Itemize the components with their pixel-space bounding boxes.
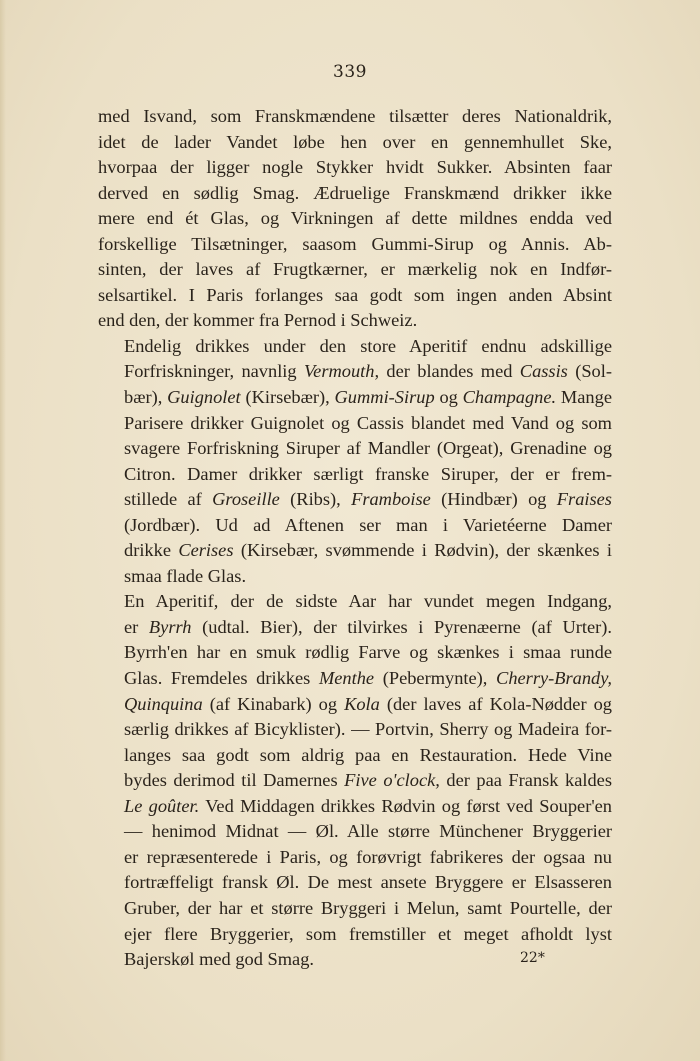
- text-run: (Pebermynte),: [374, 668, 497, 689]
- text-line: [98, 104, 612, 130]
- text-line: [98, 845, 612, 871]
- text-run: mere end ét Glas, og Virkningen af dette mildnes endda ved: [98, 208, 612, 229]
- italic-term: Menthe: [318, 668, 375, 689]
- italic-term: Five o'clock,: [344, 770, 440, 791]
- text-run: (Kirsebær, svømmende i Rødvin), der skænkes i: [233, 540, 612, 561]
- text-run: er: [124, 616, 149, 637]
- text-run: Endelig drikkes under den store Aperitif endnu adskillige: [124, 335, 612, 356]
- text-line: [98, 819, 612, 845]
- text-run: forskellige Tilsætninger, saasom Gummi-Sirup og Annis. Ab-: [98, 233, 612, 254]
- text-line: [98, 538, 612, 564]
- italic-term: Le goûter.: [124, 795, 200, 816]
- text-line: [98, 615, 612, 641]
- text-line: [98, 155, 612, 181]
- text-line: [98, 589, 612, 615]
- text-line: [98, 896, 612, 922]
- text-line: [98, 768, 612, 794]
- italic-term: Gummi-Sirup: [334, 387, 435, 408]
- text-line: [98, 513, 612, 539]
- text-run: bydes derimod til Damernes: [124, 770, 345, 791]
- italic-term: Kola: [344, 693, 380, 714]
- text-line: [98, 692, 612, 718]
- text-run: fortræffeligt fransk Øl. De mest ansete Bryggere er Elsasseren: [124, 872, 612, 893]
- text-run: selsartikel. I Paris forlanges saa godt som ingen anden Absint: [98, 284, 612, 305]
- text-run: Parisere drikker Guignolet og Cassis blandet med Vand og som: [124, 412, 612, 433]
- italic-term: Quinquina: [124, 693, 203, 714]
- text-line: [98, 130, 612, 156]
- text-run: med Isvand, som Franskmændene tilsætter deres Nationaldrik,: [98, 106, 612, 126]
- text-run: og: [434, 387, 463, 408]
- text-line: [98, 487, 612, 513]
- text-run: drikke: [124, 540, 179, 561]
- paragraph: [98, 334, 612, 589]
- text-run: stillede af: [124, 489, 213, 510]
- page-number: 339: [333, 62, 367, 82]
- text-run: Forfriskninger, navnlig: [124, 361, 304, 382]
- text-run: bær),: [124, 387, 168, 408]
- italic-term: Framboise: [351, 489, 431, 510]
- text-run: (Kirsebær),: [240, 387, 335, 408]
- text-run: Byrrh'en har en smuk rødlig Farve og skænkes i smaa runde: [124, 642, 612, 663]
- page-edge-shadow: [0, 0, 6, 1061]
- text-run: Gruber, der har et større Bryggeri i Melun, samt Pourtelle, der: [124, 897, 612, 918]
- paragraph: [98, 104, 612, 334]
- text-line: [98, 462, 612, 488]
- text-run: (af Kinabark) og: [202, 693, 345, 714]
- text-line: [98, 232, 612, 258]
- text-run: — henimod Midnat — Øl. Alle større Münchener Bryggerier: [124, 821, 612, 842]
- paragraph: [98, 589, 612, 972]
- italic-term: Champagne.: [462, 387, 557, 408]
- text-line: [98, 743, 612, 769]
- italic-term: Byrrh: [148, 616, 192, 637]
- text-run: Bajerskøl med god Smag.: [124, 949, 315, 970]
- text-line: [98, 564, 612, 590]
- text-line: [98, 385, 612, 411]
- text-run: særlig drikkes af Bicyklister). — Portvin, Sherry og Madeira for-: [124, 719, 612, 740]
- text-run: (Jordbær). Ud ad Aftenen ser man i Varietéerne Damer: [124, 514, 612, 535]
- text-run: langes saa godt som aldrig paa en Restauration. Hede Vine: [124, 744, 612, 765]
- text-run: sinten, der laves af Frugtkærner, er mærkelig nok en Indfør-: [98, 259, 612, 280]
- text-line: [98, 640, 612, 666]
- text-line: [98, 359, 612, 385]
- text-line: [98, 666, 612, 692]
- text-run: Ved Middagen drikkes Rødvin og først ved Souper'en: [199, 795, 613, 816]
- text-run: idet de lader Vandet løbe hen over en gennemhullet Ske,: [98, 131, 612, 152]
- text-line: [98, 717, 612, 743]
- text-run: Citron. Damer drikker særligt franske Siruper, der er frem-: [124, 463, 612, 484]
- text-run: (udtal. Bier), der tilvirkes i Pyrenæerne (af Urter).: [191, 616, 612, 637]
- text-line: [98, 283, 612, 309]
- italic-term: Groseille: [212, 489, 280, 510]
- signature-mark: 22*: [520, 950, 545, 966]
- italic-term: Cerises: [178, 540, 234, 561]
- text-run: der blandes med: [379, 361, 520, 382]
- text-line: [98, 181, 612, 207]
- text-line: [98, 334, 612, 360]
- text-line: [98, 411, 612, 437]
- text-line: [98, 794, 612, 820]
- text-line: [98, 308, 612, 334]
- text-line: [98, 206, 612, 232]
- text-run: (der laves af Kola-Nødder og: [379, 693, 612, 714]
- text-line: [98, 436, 612, 462]
- text-line: [98, 257, 612, 283]
- text-run: hvorpaa der ligger nogle Stykker hvidt Sukker. Absinten faar: [98, 157, 612, 178]
- body-text: [98, 104, 612, 973]
- text-run: Glas. Fremdeles drikkes: [124, 668, 319, 689]
- text-run: smaa flade Glas.: [124, 565, 247, 586]
- italic-term: Guignolet: [167, 387, 241, 408]
- text-line: [98, 922, 612, 948]
- text-run: end den, der kommer fra Pernod i Schweiz.: [98, 310, 418, 331]
- text-run: der paa Fransk kaldes: [439, 770, 612, 791]
- italic-term: Cassis: [519, 361, 568, 382]
- text-run: ejer flere Bryggerier, som fremstiller et meget afholdt lyst: [124, 923, 612, 944]
- text-run: svagere Forfriskning Siruper af Mandler (Orgeat), Grenadine og: [124, 438, 612, 459]
- text-run: (Sol-: [567, 361, 612, 382]
- italic-term: Vermouth,: [303, 361, 380, 382]
- text-run: Mange: [556, 387, 612, 408]
- text-run: er repræsenterede i Paris, og forøvrigt fabrikeres der ogsaa nu: [124, 846, 612, 867]
- italic-term: Cherry-Brandy,: [496, 668, 612, 689]
- text-line: [98, 870, 612, 896]
- text-run: (Ribs),: [279, 489, 352, 510]
- text-run: derved en sødlig Smag. Ædruelige Franskmænd drikker ikke: [98, 182, 612, 203]
- italic-term: Fraises: [556, 489, 612, 510]
- text-run: (Hindbær) og: [430, 489, 557, 510]
- text-run: En Aperitif, der de sidste Aar har vundet megen Indgang,: [124, 591, 612, 612]
